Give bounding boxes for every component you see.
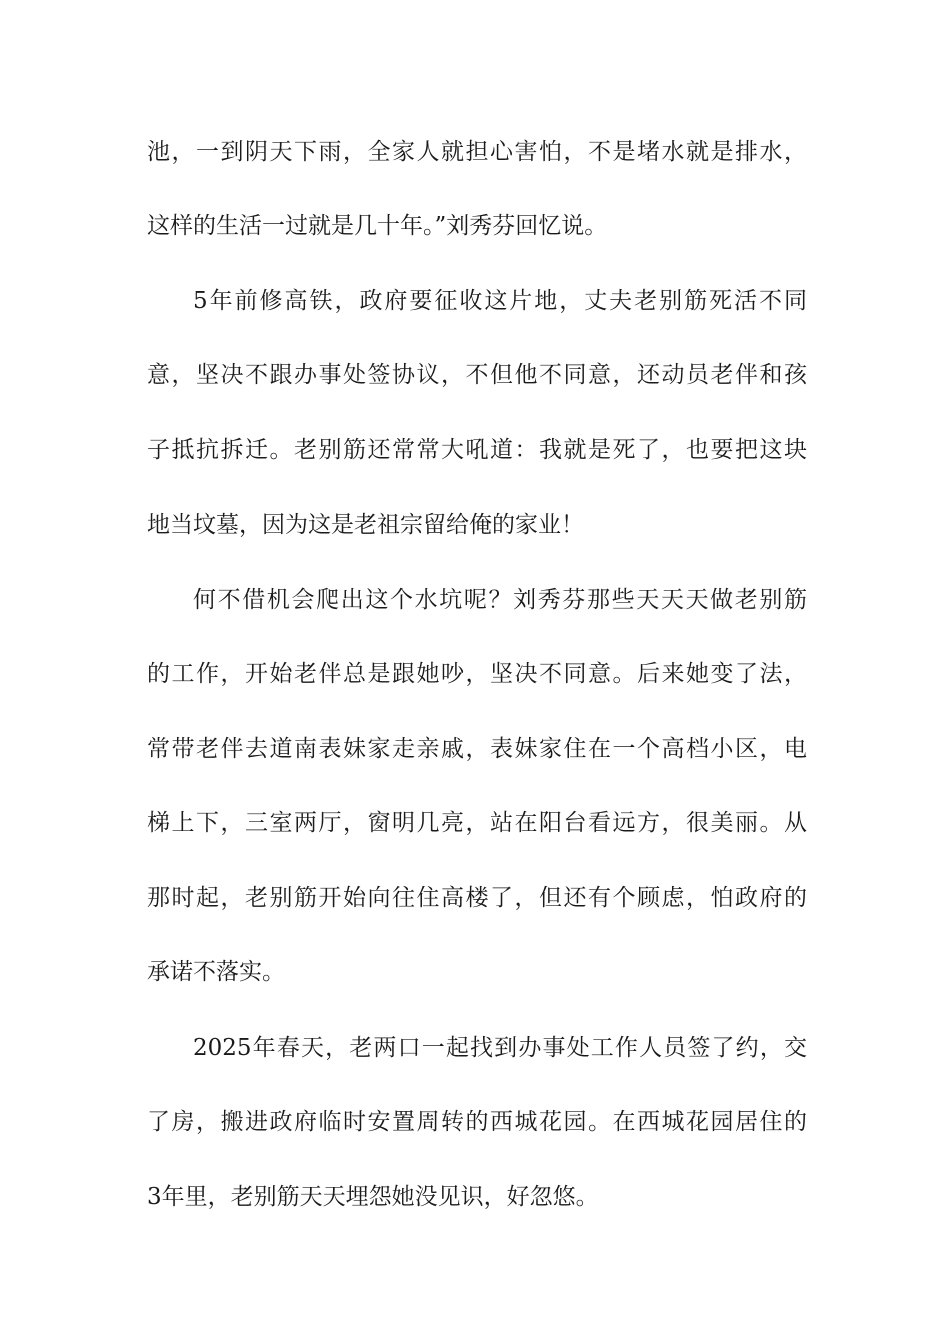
text-line-4: 意，坚决不跟办事处签协议，不但他不同意，还动员老伴和孩: [147, 362, 807, 388]
text-line-2: 这样的生活一过就是几十年。”刘秀芬回忆说。: [147, 213, 608, 239]
text-line-15: 3年里，老别筋天天埋怨她没见识，好忽悠。: [147, 1184, 599, 1210]
text-line-10: 梯上下，三室两厅，窗明几亮，站在阳台看远方，很美丽。从: [147, 810, 807, 836]
text-line-9: 常带老伴去道南表妹家走亲戚，表妹家住在一个高档小区，电: [147, 736, 807, 762]
text-line-12: 承诺不落实。: [147, 959, 285, 985]
text-line-14: 了房，搬进政府临时安置周转的西城花园。在西城花园居住的: [147, 1109, 807, 1135]
text-line-11: 那时起，老别筋开始向往住高楼了，但还有个顾虑，怕政府的: [147, 885, 807, 911]
paragraph-start-line: 2025年春天，老两口一起找到办事处工作人员签了约，交: [193, 1035, 807, 1061]
paragraph-start-line: 5年前修高铁，政府要征收这片地，丈夫老别筋死活不同: [193, 288, 807, 314]
text-line-5: 子抵抗拆迁。老别筋还常常大吼道：我就是死了，也要把这块: [147, 437, 807, 463]
text-line-6: 地当坟墓，因为这是老祖宗留给俺的家业！: [147, 512, 584, 538]
paragraph-start-line: 何不借机会爬出这个水坑呢？刘秀芬那些天天天做老别筋: [193, 587, 807, 613]
text-line-8: 的工作，开始老伴总是跟她吵，坚决不同意。后来她变了法，: [147, 661, 807, 687]
text-line-1: 池，一到阴天下雨，全家人就担心害怕，不是堵水就是排水，: [147, 139, 807, 165]
